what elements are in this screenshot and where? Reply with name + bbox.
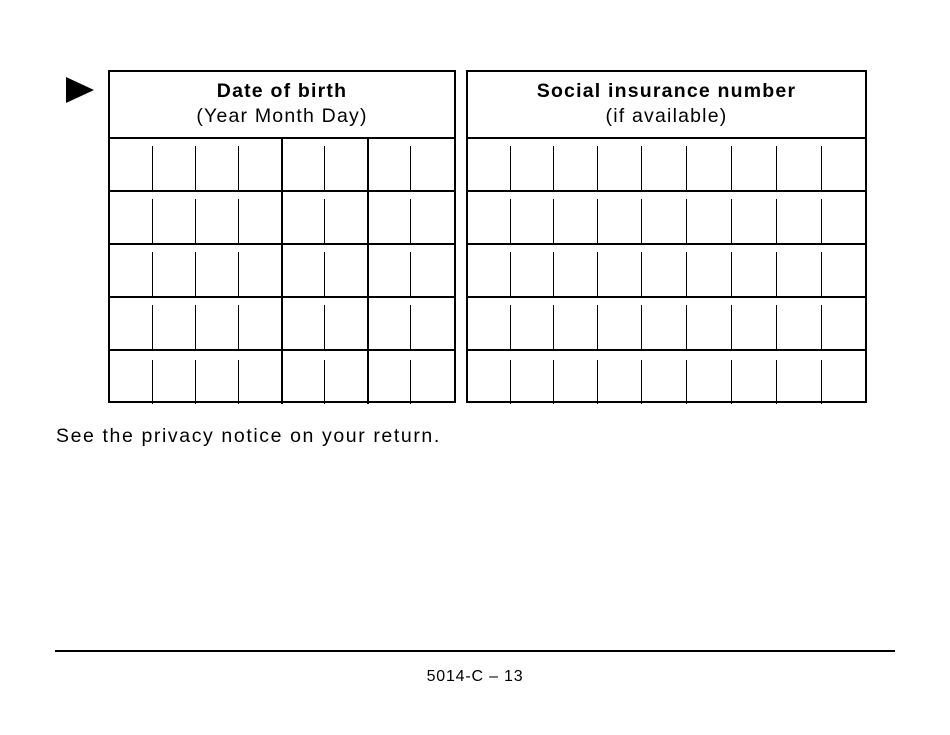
digit-divider bbox=[641, 199, 642, 243]
digit-divider bbox=[641, 252, 642, 296]
sin-title: Social insurance number bbox=[536, 80, 797, 102]
digit-divider bbox=[367, 296, 369, 349]
digit-divider bbox=[686, 199, 687, 243]
digit-divider bbox=[731, 199, 732, 243]
digit-divider bbox=[195, 305, 196, 349]
digit-divider bbox=[821, 199, 822, 243]
digit-divider bbox=[821, 360, 822, 404]
digit-divider bbox=[281, 296, 283, 349]
digit-divider bbox=[510, 252, 511, 296]
digit-divider bbox=[195, 146, 196, 190]
digit-divider bbox=[410, 146, 411, 190]
digit-divider bbox=[731, 252, 732, 296]
digit-divider bbox=[686, 360, 687, 404]
digit-divider bbox=[641, 360, 642, 404]
digit-divider bbox=[776, 252, 777, 296]
date-of-birth-header bbox=[110, 72, 454, 139]
digit-divider bbox=[324, 360, 325, 404]
digit-divider bbox=[731, 360, 732, 404]
sin-header bbox=[468, 72, 865, 139]
digit-divider bbox=[553, 305, 554, 349]
digit-divider bbox=[510, 305, 511, 349]
digit-divider bbox=[324, 199, 325, 243]
sin-panel bbox=[466, 70, 867, 403]
digit-divider bbox=[152, 305, 153, 349]
digit-divider bbox=[553, 146, 554, 190]
date-of-birth-subtitle: (Year Month Day) bbox=[196, 105, 368, 127]
digit-divider bbox=[152, 199, 153, 243]
digit-divider bbox=[195, 199, 196, 243]
digit-divider bbox=[281, 351, 283, 404]
sin-entry-row[interactable] bbox=[468, 351, 865, 404]
date-of-birth-title: Date of birth bbox=[216, 80, 348, 102]
digit-divider bbox=[238, 360, 239, 404]
digit-divider bbox=[821, 146, 822, 190]
digit-divider bbox=[597, 252, 598, 296]
digit-divider bbox=[410, 199, 411, 243]
digit-divider bbox=[597, 305, 598, 349]
sin-entry-row[interactable] bbox=[468, 139, 865, 192]
date-of-birth-entry-row[interactable] bbox=[110, 245, 454, 298]
digit-divider bbox=[510, 199, 511, 243]
digit-divider bbox=[238, 146, 239, 190]
digit-divider bbox=[367, 351, 369, 404]
digit-divider bbox=[597, 360, 598, 404]
digit-divider bbox=[367, 190, 369, 243]
digit-divider bbox=[686, 305, 687, 349]
sin-entry-row[interactable] bbox=[468, 298, 865, 351]
digit-divider bbox=[776, 360, 777, 404]
digit-divider bbox=[281, 137, 283, 190]
date-of-birth-entry-row[interactable] bbox=[110, 298, 454, 351]
sin-rows bbox=[468, 139, 865, 404]
digit-divider bbox=[641, 305, 642, 349]
digit-divider bbox=[510, 146, 511, 190]
digit-divider bbox=[776, 146, 777, 190]
privacy-notice: See the privacy notice on your return. bbox=[56, 425, 441, 447]
sin-entry-row[interactable] bbox=[468, 192, 865, 245]
digit-divider bbox=[324, 252, 325, 296]
digit-divider bbox=[597, 146, 598, 190]
digit-divider bbox=[510, 360, 511, 404]
digit-divider bbox=[410, 252, 411, 296]
sin-entry-row[interactable] bbox=[468, 245, 865, 298]
digit-divider bbox=[686, 252, 687, 296]
date-of-birth-entry-row[interactable] bbox=[110, 192, 454, 245]
footer-rule bbox=[55, 650, 895, 652]
digit-divider bbox=[776, 199, 777, 243]
digit-divider bbox=[641, 146, 642, 190]
digit-divider bbox=[238, 252, 239, 296]
page-number: 5014-C – 13 bbox=[426, 668, 524, 685]
digit-divider bbox=[281, 243, 283, 296]
digit-divider bbox=[597, 199, 598, 243]
digit-divider bbox=[731, 305, 732, 349]
digit-divider bbox=[367, 243, 369, 296]
digit-divider bbox=[553, 360, 554, 404]
pointer-arrow-icon bbox=[66, 77, 94, 103]
digit-divider bbox=[281, 190, 283, 243]
digit-divider bbox=[821, 252, 822, 296]
digit-divider bbox=[410, 360, 411, 404]
digit-divider bbox=[553, 199, 554, 243]
digit-divider bbox=[152, 360, 153, 404]
date-of-birth-rows bbox=[110, 139, 454, 404]
digit-divider bbox=[195, 360, 196, 404]
digit-divider bbox=[324, 146, 325, 190]
date-of-birth-entry-row[interactable] bbox=[110, 351, 454, 404]
digit-divider bbox=[731, 146, 732, 190]
digit-divider bbox=[776, 305, 777, 349]
digit-divider bbox=[152, 146, 153, 190]
date-of-birth-panel bbox=[108, 70, 456, 403]
digit-divider bbox=[152, 252, 153, 296]
digit-divider bbox=[410, 305, 411, 349]
sin-subtitle: (if available) bbox=[605, 105, 728, 127]
digit-divider bbox=[553, 252, 554, 296]
digit-divider bbox=[238, 199, 239, 243]
digit-divider bbox=[324, 305, 325, 349]
digit-divider bbox=[686, 146, 687, 190]
digit-divider bbox=[238, 305, 239, 349]
date-of-birth-entry-row[interactable] bbox=[110, 139, 454, 192]
digit-divider bbox=[821, 305, 822, 349]
digit-divider bbox=[195, 252, 196, 296]
digit-divider bbox=[367, 137, 369, 190]
